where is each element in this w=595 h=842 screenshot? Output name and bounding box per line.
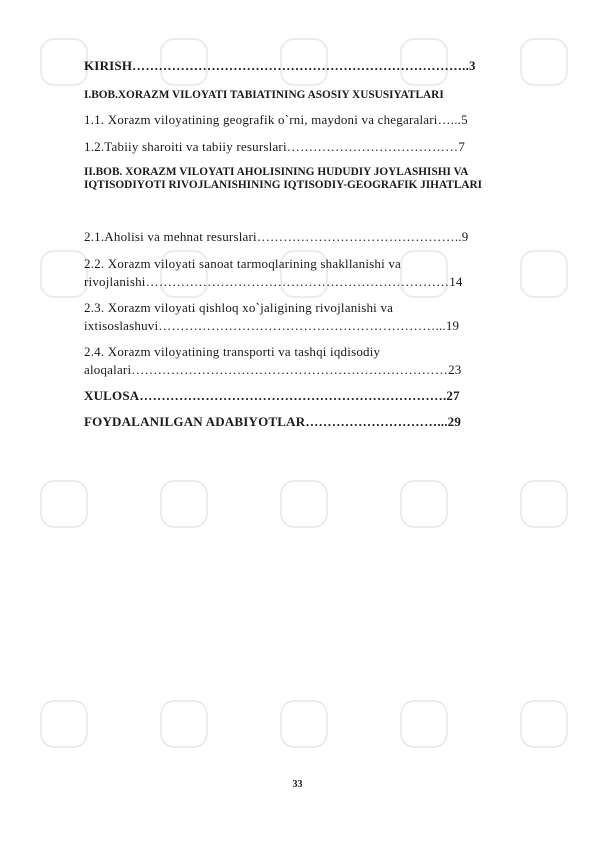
toc-chapter-2-title: II.BOB. XORAZM VILOYATI AHOLISINING HUDUDIY JOYLASHISHI VA IQTISODIYOTI RIVOJLANISHINING IQTISODIY-GEOGRAFIK JIHATLARI: [84, 166, 483, 191]
toc-entry-2-1: 2.1.Aholisi va mehnat resurslari………………………………………..9: [84, 229, 469, 244]
toc-entry-xulosa: XULOSA…………………………………………………………….27: [84, 388, 460, 403]
toc-entry-kirish: KIRISH…………………………………………………………………..3: [84, 58, 476, 73]
toc-entry-2-3-line2: ixtisoslashuvi………………………………………………………...19: [84, 318, 460, 333]
toc-entry-adabiyotlar: FOYDALANILGAN ADABIYOTLAR…………………………...29: [84, 414, 462, 429]
toc-entry-2-4-line2: aloqalari………………………………………………………………23: [84, 362, 462, 377]
toc-entry-1-2: 1.2.Tabiiy sharoiti va tabiiy resurslari…………………………………7: [84, 139, 466, 154]
toc-entry-2-4-line1: 2.4. Xorazm viloyatining transporti va tashqi iqdisodiy: [84, 344, 381, 359]
toc-entry-2-3-line1: 2.3. Xorazm viloyati qishloq xo`jaligining rivojlanishi va: [84, 300, 394, 315]
toc-entry-2-2-line1: 2.2. Xorazm viloyati sanoat tarmoqlarining shakllanishi va: [84, 256, 402, 271]
page-number: 33: [292, 779, 303, 790]
toc-chapter-1-title: I.BOB.XORAZM VILOYATI TABIATINING ASOSIY XUSUSIYATLARI: [84, 89, 444, 101]
toc-entry-1-1: 1.1. Xorazm viloyatining geografik o`rni, maydoni va chegaralari…...5: [84, 112, 468, 127]
toc-entry-2-2-line2: rivojlanishi……………………………………………………………14: [84, 274, 463, 289]
